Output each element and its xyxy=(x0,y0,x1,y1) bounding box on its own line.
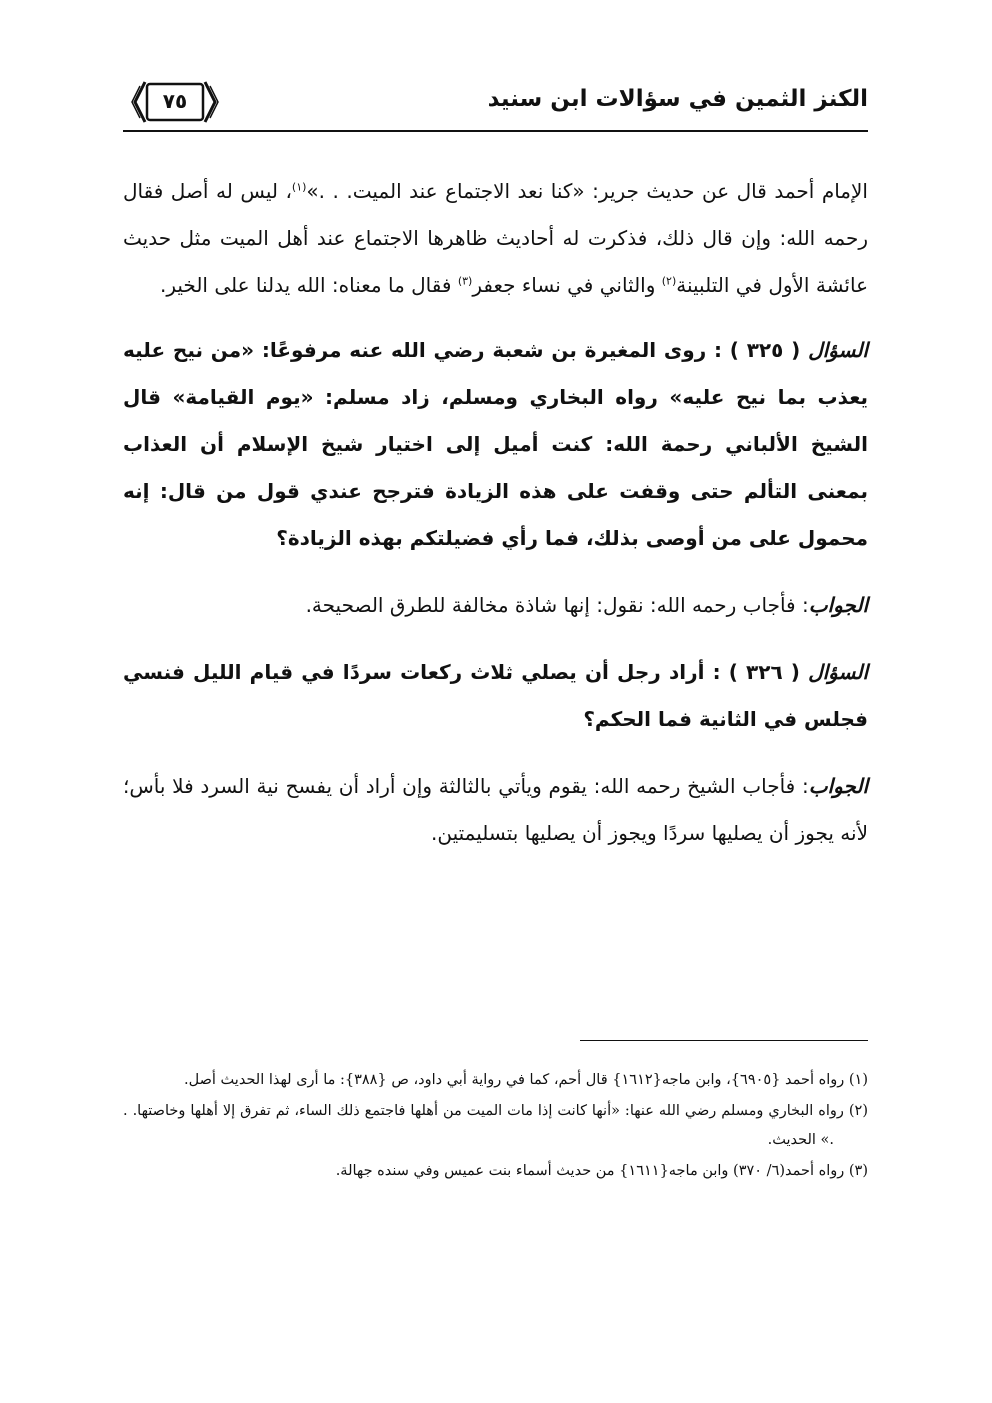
question-number: ( ٣٢٥ ) xyxy=(722,338,809,362)
footnote-ref-1: (١) xyxy=(291,180,307,194)
question-label: السؤال xyxy=(808,338,868,362)
page-body xyxy=(123,168,868,877)
intro-text-1: الإمام أحمد قال عن حديث جرير: «كنا نعد الاجتماع عند الميت. . .» xyxy=(306,179,868,203)
question-326 xyxy=(123,649,868,743)
intro-text-4: فقال ما معناه: الله يدلنا على الخير. xyxy=(160,273,458,297)
answer-325 xyxy=(123,582,868,629)
answer-label: الجواب xyxy=(808,593,868,617)
question-325 xyxy=(123,327,868,562)
header-divider xyxy=(123,130,868,132)
footnote-2: (٢) رواه البخاري ومسلم رضي الله عنها: «أنها كانت إذا مات الميت من أهلها فاجتمع ذلك الساء، ثم تفرق إلا أهلها وخاصتها. . .» الحديث. xyxy=(123,1103,868,1148)
footnote-divider xyxy=(580,1040,868,1041)
intro-paragraph xyxy=(123,168,868,309)
question-text: : روى المغيرة بن شعبة رضي الله عنه مرفوعًا: «من نيح عليه يعذب بما نيح عليه» رواه البخاري ومسلم، زاد مسلم: «يوم القيامة» قال الشيخ الألباني رحمة الله: كنت أميل إلى اختيار شيخ الإسلام أن العذاب بمعنى التألم حتى وقفت على هذه الزيادة فترجح عندي قول من قال: إنه محمول على من أوصى بذلك، فما رأي فضيلتكم بهذه الزيادة؟ xyxy=(123,338,868,550)
answer-326 xyxy=(123,763,868,857)
intro-text-2: ، ليس له أصل فقال رحمه الله: وإن قال ذلك، فذكرت له أحاديث ظاهرها الاجتماع عند أهل الميت مثل حديث عائشة الأول في التلبينة xyxy=(123,179,868,297)
page-number-badge xyxy=(131,80,219,124)
intro-text-3: والثاني في نساء جعفر xyxy=(472,273,662,297)
answer-text: : فأجاب رحمه الله: نقول: إنها شاذة مخالفة للطرق الصحيحة. xyxy=(305,593,809,617)
book-title: الكنز الثمين في سؤالات ابن سنيد xyxy=(487,86,868,112)
page-header xyxy=(123,78,868,138)
footnotes xyxy=(123,1066,868,1188)
question-number: ( ٣٢٦ ) xyxy=(720,660,809,684)
footnote-1: (١) رواه أحمد {٦٩٠٥}، وابن ماجه{١٦١٢} قال أحم، كما في رواية أبي داود، ص {٣٨٨}: ما أرى لهذا الحديث أصل. xyxy=(184,1072,868,1088)
answer-text: : فأجاب الشيخ رحمه الله: يقوم ويأتي بالثالثة وإن أراد أن يفسح نية السرد فلا بأس؛ لأنه يجوز أن يصليها سردًا ويجوز أن يصليها بتسليمتين. xyxy=(123,774,868,845)
footnote-ref-3: (٣) xyxy=(457,274,473,288)
question-text: : أراد رجل أن يصلي ثلاث ركعات سردًا في قيام الليل فنسي فجلس في الثانية فما الحكم؟ xyxy=(123,660,868,731)
page-number: ٧٥ xyxy=(162,89,188,113)
footnote-ref-2: (٢) xyxy=(661,274,677,288)
question-label: السؤال xyxy=(808,660,869,684)
footnote-3: (٣) رواه أحمد(٦/ ٣٧٠) وابن ماجه{١٦١١} من حديث أسماء بنت عميس وفي سنده جهالة. xyxy=(335,1163,868,1179)
answer-label: الجواب xyxy=(808,774,868,798)
